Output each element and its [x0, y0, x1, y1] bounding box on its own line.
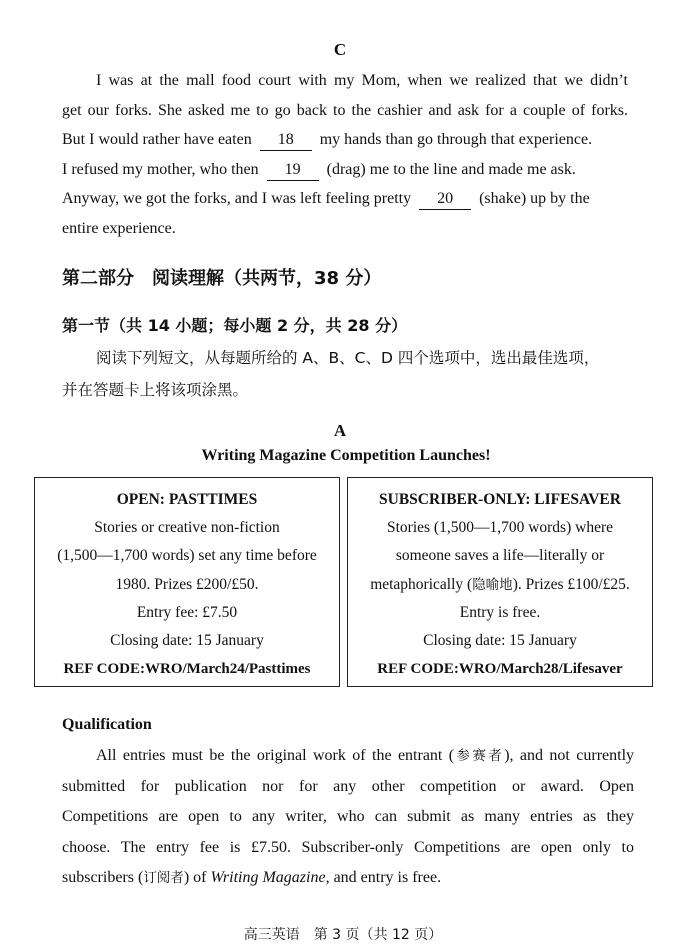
- passage-c-line-5: Anyway, we got the forks, and I was left feeling pretty 20 (shake) up by the: [62, 184, 628, 214]
- passage-c-body: [62, 66, 628, 243]
- passage-c-line-4: I refused my mother, who then 19 (drag) me to the line and made me ask.: [62, 155, 628, 185]
- subscriber-box-title: SUBSCRIBER-ONLY: LIFESAVER: [379, 491, 621, 508]
- qualification-line-2: submitted for publication nor for any other competition or award. Open: [62, 777, 634, 795]
- passage-c-line-3: But I would rather have eaten 18 my hands than go through that experience.: [62, 125, 628, 155]
- passage-c-line-6: entire experience.: [62, 219, 176, 237]
- qualification-heading: Qualification: [62, 716, 152, 733]
- part2-title: 第二部分 阅读理解（共两节，38 分）: [62, 268, 382, 289]
- open-box-line-1: Stories or creative non-fiction: [94, 519, 280, 537]
- subscriber-box-line-5: Closing date: 15 January: [423, 632, 577, 650]
- section1-title: 第一节（共 14 小题；每小题 2 分，共 28 分）: [62, 316, 408, 335]
- qualification-line-3: Competitions are open to any writer, who can submit as many entries as they: [62, 808, 634, 825]
- open-box-line-5: Closing date: 15 January: [110, 632, 264, 650]
- open-box-ref: REF CODE:WRO/March24/Pasttimes: [63, 661, 311, 678]
- qualification-line-5: subscribers (订阅者) of Writing Magazine, and entry is free.: [62, 869, 442, 886]
- passage-a-letter: A: [333, 421, 347, 440]
- subscriber-box-line-3: metaphorically (隐喻地). Prizes £100/£25.: [370, 575, 630, 593]
- qualification-line-4: choose. The entry fee is £7.50. Subscriber-only Competitions are open only to: [62, 838, 634, 856]
- subscriber-box-line-4: Entry is free.: [459, 603, 541, 621]
- passage-c-line-2: get our forks. She asked me to go back to the cashier and ask for a couple of forks.: [62, 101, 628, 119]
- open-pasttimes-box: [34, 477, 340, 687]
- open-box-title: OPEN: PASTTIMES: [116, 491, 258, 508]
- passage-a-headline: Writing Magazine Competition Launches!: [201, 447, 491, 464]
- passage-c-letter: C: [333, 40, 347, 59]
- qualification-line-1: All entries must be the original work of the entrant (参赛者), and not currently: [96, 747, 635, 764]
- open-box-line-3: 1980. Prizes £200/£50.: [115, 575, 259, 593]
- open-box-line-4: Entry fee: £7.50: [136, 603, 238, 621]
- subscriber-box-line-1: Stories (1,500—1,700 words) where: [386, 519, 613, 537]
- blank-20: 20: [419, 190, 471, 210]
- blank-18: 18: [260, 131, 312, 151]
- subscriber-lifesaver-box: [347, 477, 653, 687]
- passage-c-line-1: I was at the mall food court with my Mom, when we realized that we didn’t: [96, 72, 628, 89]
- instruction-line-1: 阅读下列短文，从每题所给的 A、B、C、D 四个选项中，选出最佳选项，: [96, 349, 600, 367]
- page-footer: 高三英语 第 3 页（共 12 页）: [243, 927, 443, 943]
- blank-19: 19: [267, 161, 319, 181]
- instruction-line-2: 并在答题卡上将该项涂黑。: [62, 381, 249, 399]
- subscriber-box-ref: REF CODE:WRO/March28/Lifesaver: [377, 661, 623, 678]
- qualification-body: [62, 741, 634, 894]
- subscriber-box-line-2: someone saves a life—literally or: [395, 547, 605, 565]
- open-box-line-2: (1,500—1,700 words) set any time before: [57, 547, 317, 565]
